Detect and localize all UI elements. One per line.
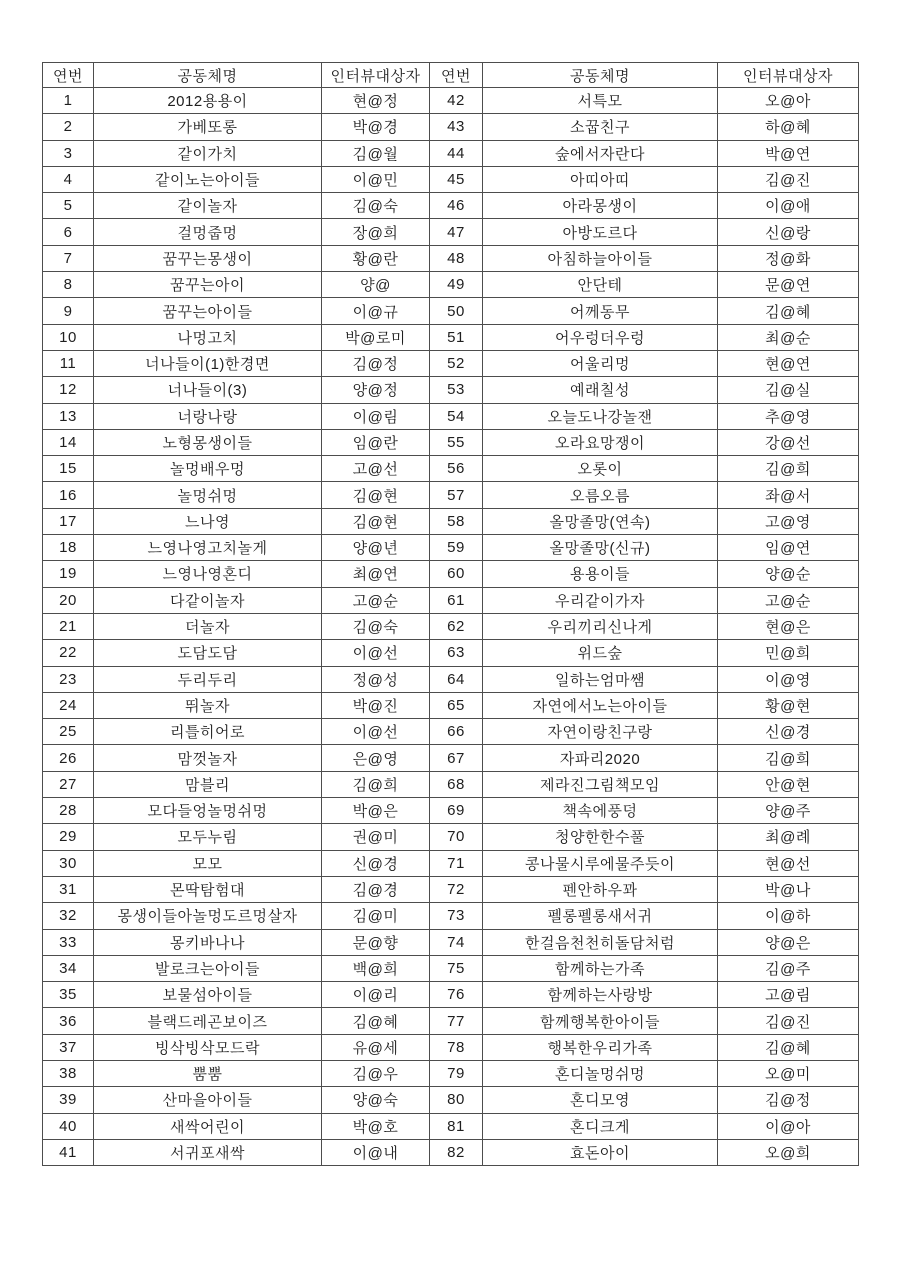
interviewee-cell-right: 양@주 bbox=[718, 798, 859, 824]
community-name-cell-left: 서귀포새싹 bbox=[94, 1139, 322, 1165]
interviewee-cell-left: 이@리 bbox=[322, 982, 430, 1008]
interviewee-cell-right: 하@혜 bbox=[718, 114, 859, 140]
community-name-cell-right: 펠롱펠롱새서귀 bbox=[483, 903, 718, 929]
community-name-cell-left: 맘블리 bbox=[94, 771, 322, 797]
serial-cell-right: 55 bbox=[430, 429, 483, 455]
community-name-cell-right: 콩나물시루에물주듯이 bbox=[483, 850, 718, 876]
interviewee-cell-left: 장@희 bbox=[322, 219, 430, 245]
serial-cell-right: 56 bbox=[430, 456, 483, 482]
community-name-cell-right: 용용이들 bbox=[483, 561, 718, 587]
table-row bbox=[43, 166, 859, 192]
community-name-cell-right: 한걸음천천히돌담처럼 bbox=[483, 929, 718, 955]
interviewee-cell-left: 박@로미 bbox=[322, 324, 430, 350]
serial-cell-right: 70 bbox=[430, 824, 483, 850]
community-name-cell-right: 오롯이 bbox=[483, 456, 718, 482]
table-row bbox=[43, 456, 859, 482]
interviewee-cell-right: 김@희 bbox=[718, 745, 859, 771]
interviewee-cell-right: 박@나 bbox=[718, 876, 859, 902]
interviewee-cell-left: 고@순 bbox=[322, 587, 430, 613]
community-name-cell-left: 모두누림 bbox=[94, 824, 322, 850]
serial-cell-left: 13 bbox=[43, 403, 94, 429]
table-row bbox=[43, 903, 859, 929]
table-row bbox=[43, 850, 859, 876]
interviewee-cell-left: 김@현 bbox=[322, 508, 430, 534]
serial-cell-left: 11 bbox=[43, 350, 94, 376]
serial-cell-right: 79 bbox=[430, 1060, 483, 1086]
interviewee-cell-right: 김@주 bbox=[718, 955, 859, 981]
community-name-cell-left: 2012용용이 bbox=[94, 88, 322, 114]
serial-cell-left: 26 bbox=[43, 745, 94, 771]
interviewee-cell-right: 정@화 bbox=[718, 245, 859, 271]
interviewee-cell-right: 신@랑 bbox=[718, 219, 859, 245]
community-name-cell-right: 혼디놀멍쉬멍 bbox=[483, 1060, 718, 1086]
serial-cell-right: 51 bbox=[430, 324, 483, 350]
table-row bbox=[43, 1139, 859, 1165]
table-row bbox=[43, 719, 859, 745]
serial-cell-left: 21 bbox=[43, 613, 94, 639]
community-name-cell-right: 자연에서노는아이들 bbox=[483, 692, 718, 718]
community-name-cell-left: 꿈꾸는아이들 bbox=[94, 298, 322, 324]
serial-cell-right: 72 bbox=[430, 876, 483, 902]
community-name-cell-left: 꿈꾸는몽생이 bbox=[94, 245, 322, 271]
serial-cell-left: 3 bbox=[43, 140, 94, 166]
interviewee-cell-right: 고@순 bbox=[718, 587, 859, 613]
serial-cell-right: 75 bbox=[430, 955, 483, 981]
community-name-cell-right: 효돈아이 bbox=[483, 1139, 718, 1165]
serial-cell-left: 31 bbox=[43, 876, 94, 902]
serial-cell-right: 67 bbox=[430, 745, 483, 771]
serial-cell-left: 8 bbox=[43, 272, 94, 298]
serial-cell-right: 71 bbox=[430, 850, 483, 876]
community-name-cell-left: 같이가치 bbox=[94, 140, 322, 166]
header-serial-right: 연번 bbox=[430, 63, 483, 88]
interviewee-cell-left: 김@현 bbox=[322, 482, 430, 508]
table-row bbox=[43, 272, 859, 298]
interviewee-cell-left: 문@향 bbox=[322, 929, 430, 955]
serial-cell-right: 60 bbox=[430, 561, 483, 587]
interviewee-cell-left: 양@숙 bbox=[322, 1087, 430, 1113]
interviewee-cell-right: 김@정 bbox=[718, 1087, 859, 1113]
table-row bbox=[43, 429, 859, 455]
table-row bbox=[43, 298, 859, 324]
community-name-cell-right: 자파리2020 bbox=[483, 745, 718, 771]
community-name-cell-left: 빙삭빙삭모드락 bbox=[94, 1034, 322, 1060]
serial-cell-left: 40 bbox=[43, 1113, 94, 1139]
serial-cell-left: 9 bbox=[43, 298, 94, 324]
table-row bbox=[43, 508, 859, 534]
serial-cell-left: 37 bbox=[43, 1034, 94, 1060]
interviewee-cell-right: 강@선 bbox=[718, 429, 859, 455]
serial-cell-right: 62 bbox=[430, 613, 483, 639]
interviewee-cell-right: 현@은 bbox=[718, 613, 859, 639]
interviewee-cell-right: 오@아 bbox=[718, 88, 859, 114]
table-row bbox=[43, 88, 859, 114]
serial-cell-right: 48 bbox=[430, 245, 483, 271]
table-row bbox=[43, 377, 859, 403]
serial-cell-left: 16 bbox=[43, 482, 94, 508]
serial-cell-left: 27 bbox=[43, 771, 94, 797]
community-name-cell-right: 어께동무 bbox=[483, 298, 718, 324]
interviewee-cell-left: 임@란 bbox=[322, 429, 430, 455]
serial-cell-right: 50 bbox=[430, 298, 483, 324]
interviewee-cell-left: 이@내 bbox=[322, 1139, 430, 1165]
serial-cell-right: 45 bbox=[430, 166, 483, 192]
community-name-cell-right: 일하는엄마쌤 bbox=[483, 666, 718, 692]
serial-cell-left: 17 bbox=[43, 508, 94, 534]
serial-cell-left: 14 bbox=[43, 429, 94, 455]
interviewee-cell-right: 좌@서 bbox=[718, 482, 859, 508]
community-name-cell-right: 아방도르다 bbox=[483, 219, 718, 245]
interviewee-cell-left: 백@희 bbox=[322, 955, 430, 981]
serial-cell-left: 1 bbox=[43, 88, 94, 114]
community-name-cell-right: 아띠아띠 bbox=[483, 166, 718, 192]
interviewee-cell-right: 임@연 bbox=[718, 535, 859, 561]
interviewee-cell-right: 현@연 bbox=[718, 350, 859, 376]
community-name-cell-right: 어우렁더우렁 bbox=[483, 324, 718, 350]
interviewee-cell-left: 고@선 bbox=[322, 456, 430, 482]
table-row bbox=[43, 798, 859, 824]
community-name-cell-left: 노형몽생이들 bbox=[94, 429, 322, 455]
community-name-cell-left: 보물섬아이들 bbox=[94, 982, 322, 1008]
interviewee-cell-right: 이@애 bbox=[718, 193, 859, 219]
serial-cell-right: 74 bbox=[430, 929, 483, 955]
interviewee-cell-right: 박@연 bbox=[718, 140, 859, 166]
serial-cell-left: 18 bbox=[43, 535, 94, 561]
interviewee-cell-left: 최@연 bbox=[322, 561, 430, 587]
serial-cell-right: 47 bbox=[430, 219, 483, 245]
table-row bbox=[43, 403, 859, 429]
table-row bbox=[43, 324, 859, 350]
table-row bbox=[43, 193, 859, 219]
serial-cell-right: 52 bbox=[430, 350, 483, 376]
interviewee-cell-right: 김@혜 bbox=[718, 1034, 859, 1060]
community-name-cell-left: 놀멍쉬멍 bbox=[94, 482, 322, 508]
interviewee-cell-left: 김@정 bbox=[322, 350, 430, 376]
community-name-cell-left: 너나들이(3) bbox=[94, 377, 322, 403]
community-name-cell-right: 청양한한수풀 bbox=[483, 824, 718, 850]
serial-cell-left: 29 bbox=[43, 824, 94, 850]
community-name-cell-left: 나멍고치 bbox=[94, 324, 322, 350]
table-row bbox=[43, 1060, 859, 1086]
community-name-cell-right: 함께하는사랑방 bbox=[483, 982, 718, 1008]
community-name-cell-right: 오늘도나강놀잰 bbox=[483, 403, 718, 429]
serial-cell-right: 78 bbox=[430, 1034, 483, 1060]
serial-cell-right: 46 bbox=[430, 193, 483, 219]
community-name-cell-left: 꿈꾸는아이 bbox=[94, 272, 322, 298]
serial-cell-left: 15 bbox=[43, 456, 94, 482]
community-name-cell-right: 책속에풍덩 bbox=[483, 798, 718, 824]
community-name-cell-left: 가베또롱 bbox=[94, 114, 322, 140]
table-row bbox=[43, 692, 859, 718]
community-name-cell-right: 소꿉친구 bbox=[483, 114, 718, 140]
interviewee-cell-left: 박@호 bbox=[322, 1113, 430, 1139]
interviewee-cell-left: 박@진 bbox=[322, 692, 430, 718]
community-name-cell-right: 혼디크게 bbox=[483, 1113, 718, 1139]
community-name-cell-left: 너랑나랑 bbox=[94, 403, 322, 429]
community-name-cell-left: 더놀자 bbox=[94, 613, 322, 639]
serial-cell-left: 28 bbox=[43, 798, 94, 824]
serial-cell-right: 81 bbox=[430, 1113, 483, 1139]
interviewee-cell-left: 김@희 bbox=[322, 771, 430, 797]
serial-cell-right: 82 bbox=[430, 1139, 483, 1165]
interviewee-cell-right: 양@순 bbox=[718, 561, 859, 587]
interviewee-cell-right: 김@혜 bbox=[718, 298, 859, 324]
community-name-cell-left: 모모 bbox=[94, 850, 322, 876]
serial-cell-right: 53 bbox=[430, 377, 483, 403]
serial-cell-left: 32 bbox=[43, 903, 94, 929]
table-row bbox=[43, 140, 859, 166]
interviewee-cell-right: 안@현 bbox=[718, 771, 859, 797]
interviewee-cell-left: 김@혜 bbox=[322, 1008, 430, 1034]
serial-cell-left: 34 bbox=[43, 955, 94, 981]
interviewee-cell-left: 양@정 bbox=[322, 377, 430, 403]
table-row bbox=[43, 640, 859, 666]
community-name-cell-right: 아침하늘아이들 bbox=[483, 245, 718, 271]
serial-cell-left: 35 bbox=[43, 982, 94, 1008]
table-row bbox=[43, 561, 859, 587]
interviewee-cell-right: 양@은 bbox=[718, 929, 859, 955]
community-name-cell-right: 자연이랑친구랑 bbox=[483, 719, 718, 745]
table-row bbox=[43, 982, 859, 1008]
serial-cell-left: 24 bbox=[43, 692, 94, 718]
interviewee-cell-left: 박@은 bbox=[322, 798, 430, 824]
table-body bbox=[43, 88, 859, 1166]
table-row bbox=[43, 587, 859, 613]
interviewee-cell-left: 정@성 bbox=[322, 666, 430, 692]
header-community-left: 공동체명 bbox=[94, 63, 322, 88]
interviewee-cell-left: 현@정 bbox=[322, 88, 430, 114]
community-name-cell-right: 아라몽생이 bbox=[483, 193, 718, 219]
community-name-cell-right: 행복한우리가족 bbox=[483, 1034, 718, 1060]
interviewee-cell-right: 현@선 bbox=[718, 850, 859, 876]
interviewee-cell-left: 이@선 bbox=[322, 719, 430, 745]
community-name-cell-left: 느나영 bbox=[94, 508, 322, 534]
community-name-cell-left: 모다들엉놀멍쉬멍 bbox=[94, 798, 322, 824]
community-name-cell-right: 숲에서자란다 bbox=[483, 140, 718, 166]
community-name-cell-right: 함께하는가족 bbox=[483, 955, 718, 981]
header-community-right: 공동체명 bbox=[483, 63, 718, 88]
interviewee-cell-left: 권@미 bbox=[322, 824, 430, 850]
serial-cell-right: 69 bbox=[430, 798, 483, 824]
header-interviewee-right: 인터뷰대상자 bbox=[718, 63, 859, 88]
interviewee-cell-left: 은@영 bbox=[322, 745, 430, 771]
community-name-cell-left: 도담도담 bbox=[94, 640, 322, 666]
serial-cell-right: 49 bbox=[430, 272, 483, 298]
interviewee-cell-right: 이@영 bbox=[718, 666, 859, 692]
community-name-cell-right: 혼디모영 bbox=[483, 1087, 718, 1113]
community-name-cell-right: 우리끼리신나게 bbox=[483, 613, 718, 639]
interviewee-cell-left: 김@숙 bbox=[322, 193, 430, 219]
community-name-cell-left: 놀멍배우멍 bbox=[94, 456, 322, 482]
community-name-cell-right: 제라진그림책모임 bbox=[483, 771, 718, 797]
community-name-cell-right: 예래칠성 bbox=[483, 377, 718, 403]
community-name-cell-left: 뛰놀자 bbox=[94, 692, 322, 718]
serial-cell-left: 22 bbox=[43, 640, 94, 666]
interviewee-cell-right: 고@영 bbox=[718, 508, 859, 534]
community-name-cell-left: 몬딱탐험대 bbox=[94, 876, 322, 902]
interviewee-cell-left: 이@규 bbox=[322, 298, 430, 324]
serial-cell-right: 61 bbox=[430, 587, 483, 613]
serial-cell-right: 57 bbox=[430, 482, 483, 508]
serial-cell-right: 65 bbox=[430, 692, 483, 718]
table-row bbox=[43, 929, 859, 955]
interviewee-cell-right: 황@현 bbox=[718, 692, 859, 718]
table-row bbox=[43, 824, 859, 850]
serial-cell-left: 2 bbox=[43, 114, 94, 140]
community-name-cell-left: 같이노는아이들 bbox=[94, 166, 322, 192]
interviewee-cell-left: 김@우 bbox=[322, 1060, 430, 1086]
community-name-cell-right: 오름오름 bbox=[483, 482, 718, 508]
interviewee-cell-left: 양@ bbox=[322, 272, 430, 298]
community-name-cell-left: 맘껏놀자 bbox=[94, 745, 322, 771]
table-row bbox=[43, 955, 859, 981]
table-row bbox=[43, 535, 859, 561]
interviewee-cell-right: 추@영 bbox=[718, 403, 859, 429]
table-row bbox=[43, 745, 859, 771]
table-row bbox=[43, 1034, 859, 1060]
serial-cell-right: 43 bbox=[430, 114, 483, 140]
table-row bbox=[43, 482, 859, 508]
interviewee-cell-left: 유@세 bbox=[322, 1034, 430, 1060]
serial-cell-left: 38 bbox=[43, 1060, 94, 1086]
table-row bbox=[43, 219, 859, 245]
serial-cell-right: 76 bbox=[430, 982, 483, 1008]
table-row bbox=[43, 245, 859, 271]
interviewee-cell-right: 김@진 bbox=[718, 1008, 859, 1034]
serial-cell-right: 44 bbox=[430, 140, 483, 166]
interviewee-cell-right: 문@연 bbox=[718, 272, 859, 298]
serial-cell-left: 7 bbox=[43, 245, 94, 271]
community-name-cell-left: 뿜뿜 bbox=[94, 1060, 322, 1086]
serial-cell-left: 23 bbox=[43, 666, 94, 692]
interviewee-cell-left: 황@란 bbox=[322, 245, 430, 271]
interviewee-cell-right: 최@순 bbox=[718, 324, 859, 350]
serial-cell-right: 66 bbox=[430, 719, 483, 745]
serial-cell-left: 39 bbox=[43, 1087, 94, 1113]
community-name-cell-left: 걸멍줍멍 bbox=[94, 219, 322, 245]
table-row bbox=[43, 350, 859, 376]
interviewee-cell-left: 이@민 bbox=[322, 166, 430, 192]
community-name-cell-right: 우리같이가자 bbox=[483, 587, 718, 613]
community-name-cell-left: 새싹어린이 bbox=[94, 1113, 322, 1139]
serial-cell-right: 77 bbox=[430, 1008, 483, 1034]
table-row bbox=[43, 666, 859, 692]
header-row bbox=[43, 63, 859, 88]
serial-cell-left: 36 bbox=[43, 1008, 94, 1034]
interviewee-cell-right: 김@진 bbox=[718, 166, 859, 192]
table-row bbox=[43, 1087, 859, 1113]
community-name-cell-left: 느영나영혼디 bbox=[94, 561, 322, 587]
interviewee-cell-left: 신@경 bbox=[322, 850, 430, 876]
interviewee-cell-right: 이@아 bbox=[718, 1113, 859, 1139]
table-row bbox=[43, 1008, 859, 1034]
serial-cell-right: 59 bbox=[430, 535, 483, 561]
serial-cell-left: 6 bbox=[43, 219, 94, 245]
serial-cell-left: 20 bbox=[43, 587, 94, 613]
interviewee-cell-left: 박@경 bbox=[322, 114, 430, 140]
community-name-cell-right: 올망졸망(신규) bbox=[483, 535, 718, 561]
interviewee-cell-left: 김@숙 bbox=[322, 613, 430, 639]
table-row bbox=[43, 613, 859, 639]
interviewee-cell-right: 최@례 bbox=[718, 824, 859, 850]
header-serial-left: 연번 bbox=[43, 63, 94, 88]
community-name-cell-right: 올망졸망(연속) bbox=[483, 508, 718, 534]
community-name-cell-left: 몽키바나나 bbox=[94, 929, 322, 955]
table-row bbox=[43, 771, 859, 797]
interviewee-cell-left: 이@선 bbox=[322, 640, 430, 666]
table-row bbox=[43, 114, 859, 140]
community-name-cell-left: 두리두리 bbox=[94, 666, 322, 692]
serial-cell-right: 80 bbox=[430, 1087, 483, 1113]
interviewee-cell-left: 김@미 bbox=[322, 903, 430, 929]
community-interviewee-table bbox=[42, 62, 859, 1166]
community-name-cell-right: 함께행복한아이들 bbox=[483, 1008, 718, 1034]
interviewee-cell-right: 민@희 bbox=[718, 640, 859, 666]
community-name-cell-right: 펜안하우꽈 bbox=[483, 876, 718, 902]
community-name-cell-right: 서특모 bbox=[483, 88, 718, 114]
serial-cell-left: 41 bbox=[43, 1139, 94, 1165]
serial-cell-left: 10 bbox=[43, 324, 94, 350]
interviewee-cell-right: 김@희 bbox=[718, 456, 859, 482]
serial-cell-left: 19 bbox=[43, 561, 94, 587]
serial-cell-left: 12 bbox=[43, 377, 94, 403]
interviewee-cell-right: 신@경 bbox=[718, 719, 859, 745]
serial-cell-left: 33 bbox=[43, 929, 94, 955]
community-name-cell-left: 산마을아이들 bbox=[94, 1087, 322, 1113]
serial-cell-right: 68 bbox=[430, 771, 483, 797]
interviewee-cell-right: 김@실 bbox=[718, 377, 859, 403]
interviewee-cell-right: 고@림 bbox=[718, 982, 859, 1008]
serial-cell-left: 4 bbox=[43, 166, 94, 192]
serial-cell-right: 73 bbox=[430, 903, 483, 929]
community-name-cell-left: 너나들이(1)한경면 bbox=[94, 350, 322, 376]
interviewee-cell-right: 오@희 bbox=[718, 1139, 859, 1165]
community-name-cell-left: 같이놀자 bbox=[94, 193, 322, 219]
serial-cell-right: 64 bbox=[430, 666, 483, 692]
community-name-cell-left: 다같이놀자 bbox=[94, 587, 322, 613]
serial-cell-right: 54 bbox=[430, 403, 483, 429]
community-name-cell-left: 블랙드레곤보이즈 bbox=[94, 1008, 322, 1034]
table-row bbox=[43, 1113, 859, 1139]
community-name-cell-left: 리틀히어로 bbox=[94, 719, 322, 745]
interviewee-cell-right: 이@하 bbox=[718, 903, 859, 929]
community-name-cell-right: 오라요망쟁이 bbox=[483, 429, 718, 455]
interviewee-cell-left: 김@월 bbox=[322, 140, 430, 166]
serial-cell-right: 63 bbox=[430, 640, 483, 666]
community-name-cell-right: 어울리멍 bbox=[483, 350, 718, 376]
community-name-cell-left: 느영나영고치놀게 bbox=[94, 535, 322, 561]
table-header bbox=[43, 63, 859, 88]
interviewee-cell-right: 오@미 bbox=[718, 1060, 859, 1086]
interviewee-cell-left: 이@림 bbox=[322, 403, 430, 429]
interviewee-cell-left: 양@년 bbox=[322, 535, 430, 561]
table-row bbox=[43, 876, 859, 902]
serial-cell-right: 42 bbox=[430, 88, 483, 114]
community-name-cell-right: 안단테 bbox=[483, 272, 718, 298]
serial-cell-left: 5 bbox=[43, 193, 94, 219]
serial-cell-left: 25 bbox=[43, 719, 94, 745]
serial-cell-left: 30 bbox=[43, 850, 94, 876]
serial-cell-right: 58 bbox=[430, 508, 483, 534]
header-interviewee-left: 인터뷰대상자 bbox=[322, 63, 430, 88]
community-name-cell-left: 발로크는아이들 bbox=[94, 955, 322, 981]
interviewee-cell-left: 김@경 bbox=[322, 876, 430, 902]
community-name-cell-left: 몽생이들아놀멍도르멍살자 bbox=[94, 903, 322, 929]
community-name-cell-right: 위드숲 bbox=[483, 640, 718, 666]
